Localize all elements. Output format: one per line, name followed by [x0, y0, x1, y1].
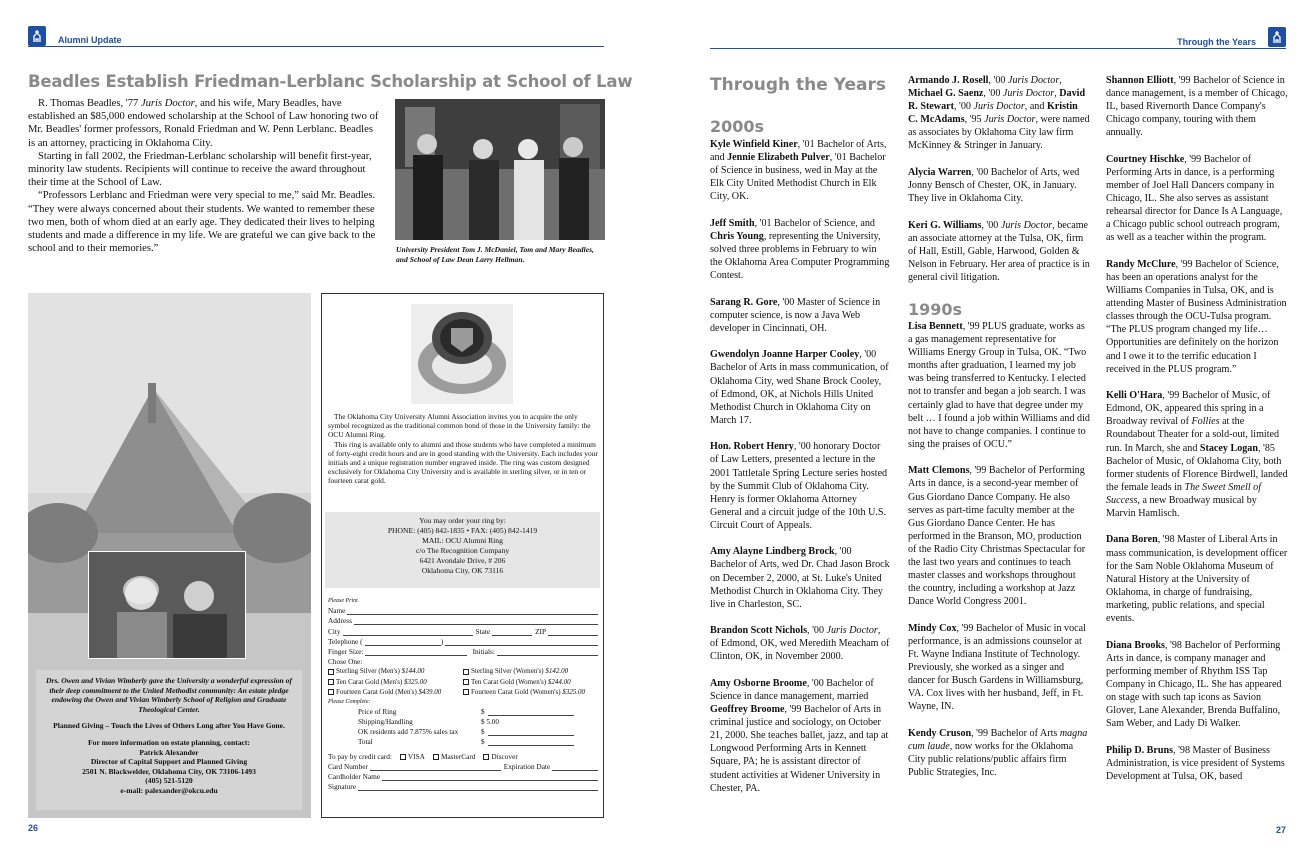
left-page-number: 26: [28, 823, 39, 833]
telephone-field[interactable]: Telephone ( ): [328, 636, 598, 646]
class-notes-column-1: [710, 138, 890, 808]
article-paragraph: Starting in fall 2002, the Friedman-Lerblanc scholarship will benefit first-year, minority law students. Recipients will continue to receive the award throughout their time at the School of Law.: [28, 150, 372, 189]
order-fields: [328, 598, 598, 791]
option-label: Ten Carat Gold (Men's): [336, 677, 403, 686]
ring-intro-text: This ring is available only to alumni and those students who have completed a minimum of forty-eight credit hours and are in good standing with the University. Each includes your initials and a unique registration number engraved inside. The ring was custom designed exclusively for Oklahoma City University and is available in sterling silver, or in ten or fourteen carat gold.: [328, 439, 598, 486]
pay-label: To pay by credit card:: [328, 751, 392, 761]
checkbox-icon[interactable]: [328, 669, 334, 675]
decade-heading-1990s: 1990s: [908, 300, 963, 319]
class-note-entry: Kendy Cruson, '99 Bachelor of Arts magna cum laude, now works for the Oklahoma City public relations/public affairs firm Public Strategies, Inc.: [908, 727, 1088, 779]
class-note-entry: Amy Alayne Lindberg Brock, '00 Bachelor of Arts, wed Dr. Chad Jason Brock on December 2, 2000, at St. Luke's United Methodist Church in Oklahoma City. They live in Charleston, SC.: [710, 546, 890, 610]
article-body: [28, 97, 382, 255]
article-paragraph: R. Thomas Beadles, '77 Juris Doctor, and his wife, Mary Beadles, have established an $85,000 endowed scholarship at the School of Law honoring two of Mr. Beadles' former professors, Ronald Friedman and W. Penn Lerblanc. Beadles is an attorney, practicing in Oklahoma City.: [28, 98, 379, 149]
totals-table: [328, 708, 598, 748]
ocu-logo-icon: [28, 26, 46, 46]
total-value: $: [481, 728, 485, 737]
option-price: $439.00: [418, 687, 442, 696]
payment-method: [328, 750, 598, 760]
mastercard-option[interactable]: [433, 752, 475, 761]
class-note-entry: Lisa Bennett, '99 PLUS graduate, works as a gas management representative for Williams Energy Group in Tulsa, OK. “Two months after graduation, I learned my job was being transferred to Kentucky. I elected not to transfer and began a job search. I was certainly glad to have that degree under my belt … I found a job within Williams and did not have to change companies. I continue to sing the praises of OCU.”: [908, 321, 1090, 450]
beadles-photo-caption: University President Tom J. McDaniel, Tom and Mary Beadles, and School of Law Dean Larry Hellman.: [396, 245, 594, 264]
class-note-entry: Kyle Winfield Kiner, '01 Bachelor of Arts, and Jennie Elizabeth Pulver, '01 Bachelor of Science in business, wed in May at the Elk City United Methodist Church in Elk City, OK.: [710, 139, 887, 203]
class-note-entry: Keri G. Williams, '00 Juris Doctor, became an associate attorney at the Tulsa, OK, firm of Hall, Estill, Gable, Harwood, Golden & Nelson in February. Her area of practice is in general civil litigation.: [908, 219, 1090, 283]
checkbox-icon[interactable]: [433, 754, 439, 760]
total-value: $ 5.00: [481, 718, 499, 727]
option-price: $325.00: [404, 677, 427, 686]
class-note-entry: Matt Clemons, '99 Bachelor of Performing Arts in dance, is a second-year member of Gus Giordano Dance Company. He also serves as part-time faculty member at the Gus Giordano Dance Center. He has performed in the Branson, MO, production of the Radio City Christmas Spectacular for the last two years and continues to teach master classes and workshops throughout the country, including a workshop at Jazz Dance World Congress 2001.: [908, 465, 1086, 608]
total-row[interactable]: [358, 738, 598, 748]
total-row[interactable]: [358, 728, 598, 738]
class-note-entry: Armando J. Rosell, '00 Juris Doctor, Michael G. Saenz, '00 Juris Doctor, David R. Stewart, '00 Juris Doctor, and Kristin C. McAdams, '95 Juris Doctor, were named as associates by Oklahoma City law firm McKinney & Stringer in January.: [908, 75, 1090, 152]
class-notes-column-2: [908, 74, 1090, 297]
class-note-entry: Shannon Elliott, '99 Bachelor of Science in dance management, is a member of Chicago, IL, based Rivernorth Dance Company's Chicago company, touring with them annually.: [1106, 75, 1288, 139]
class-note-entry: Sarang R. Gore, '00 Master of Science in computer science, is now a Java Web developer in Cincinnati, OH.: [710, 296, 881, 334]
contact-line: 2501 N. Blackwelder, Oklahoma City, OK 73106-1493: [82, 766, 256, 776]
option-price: $244.00: [547, 677, 571, 686]
ocu-logo-icon: [1268, 27, 1286, 47]
order-line: You may order your ring by:: [419, 516, 506, 525]
cardholder-field[interactable]: [328, 771, 598, 781]
order-line: MAIL: OCU Alumni Ring: [422, 536, 503, 545]
telephone-label: Telephone (: [328, 636, 363, 646]
option-price: $142.00: [545, 667, 569, 676]
order-line: PHONE: (405) 842-1835 • FAX: (405) 842-1419: [387, 526, 538, 535]
alumni-ring-photo: [411, 304, 513, 404]
order-line: c/o The Recognition Company: [415, 546, 510, 555]
card-number-field[interactable]: [328, 761, 598, 771]
signature-label: Signature: [328, 782, 356, 792]
initials-label: Initials:: [472, 646, 495, 656]
total-label: Total: [358, 738, 373, 747]
checkbox-icon[interactable]: [328, 689, 334, 695]
name-field[interactable]: [328, 605, 598, 615]
option-label: Sterling Silver (Men's): [336, 667, 400, 676]
class-notes-column-2b: [908, 320, 1090, 793]
checkbox-icon[interactable]: [400, 754, 406, 760]
contact-line: (405) 521-5120: [145, 776, 193, 786]
ring-intro: [328, 412, 599, 486]
left-header-rule: [28, 46, 604, 47]
ring-order-form: [321, 293, 604, 818]
state-label: State: [475, 626, 491, 636]
zip-label: ZIP: [535, 626, 547, 636]
ring-option[interactable]: [463, 677, 598, 687]
wimberly-photo: [88, 551, 246, 659]
checkbox-icon[interactable]: [463, 669, 469, 675]
total-label: OK residents add 7.875% sales tax: [358, 728, 459, 737]
order-line: 6421 Avondale Drive, # 206: [419, 556, 506, 565]
ring-option[interactable]: [328, 666, 463, 676]
city-state-zip-field[interactable]: [328, 625, 598, 635]
ring-intro-text: The Oklahoma City University Alumni Association invites you to acquire the only symbol recognized as the traditional common bond of those in the University family: the OCU Alumni Ring.: [328, 412, 591, 440]
signature-field[interactable]: [328, 781, 598, 791]
right-header-title: Through the Years: [1177, 37, 1256, 47]
option-label: Ten Carat Gold (Women's): [471, 677, 547, 686]
wimberly-caption-box: [36, 670, 302, 810]
address-field[interactable]: [328, 615, 598, 625]
checkbox-icon[interactable]: [463, 689, 469, 695]
order-line: Oklahoma City, OK 73116: [421, 566, 504, 575]
card-label: MasterCard: [440, 751, 476, 761]
class-note-entry: Dana Boren, '98 Master of Liberal Arts in mass communication, is development officer for the Sam Noble Oklahoma Museum of Natural History at the University of Oklahoma, in charge of fundraising, marketing, public relations, and special events.: [1106, 534, 1288, 625]
card-label: VISA: [407, 751, 425, 761]
contact-line: Director of Capital Support and Planned Giving: [90, 757, 248, 767]
class-note-entry: Brandon Scott Nichols, '00 Juris Doctor, of Edmond, OK, wed Meredith Meacham of Clinton, OK, in November 2000.: [710, 625, 890, 663]
class-note-entry: Kelli O'Hara, '99 Bachelor of Music, of Edmond, OK, appeared this spring in a Broadway revival of Follies at the Roundabout Theater for a sold-out, limited run. In March, she and Stacey Logan, '85 Bachelor of Music, of Oklahoma City, both former students of Florence Birdwell, landed the female leads in The Sweet Smell of Success, a new Broadway musical by Marvin Hamlisch.: [1106, 390, 1288, 519]
class-note-entry: Courtney Hischke, '99 Bachelor of Performing Arts in dance, is a performing member of Joel Hall Dancers company in Chicago, IL. She also serves as assistant rehearsal director for Dance Is A Language, a Chicago public school outreach program, as well as a teacher within the program.: [1106, 153, 1283, 244]
class-note-entry: Diana Brooks, '98 Bachelor of Performing Arts in dance, is company manager and performing member of Rhythm ISS Tap Company in Chicago, IL. She has appeared on stage with such tap icons as Savion Glover, Lane Alexander, Brenda Buffalino, Sam Weber, and Lady Di Walker.: [1106, 639, 1282, 730]
ring-options: [328, 666, 598, 697]
class-note-entry: Mindy Cox, '99 Bachelor of Music in vocal performance, is an admissions counselor at Ft. Wayne Indiana Institute of Technology. Previously, she worked as a singer and dancer for Busch Gardens in Williamsburg, VA. Cox lives with her husband, Jeff, in Ft. Wayne, IN.: [908, 622, 1086, 713]
article-headline: Beadles Establish Friedman-Lerblanc Scholarship at School of Law: [28, 72, 633, 91]
option-label: Sterling Silver (Women's): [471, 667, 544, 676]
card-label: Discover: [491, 751, 518, 761]
address-label: Address: [328, 616, 352, 626]
option-price: $325.00: [562, 687, 586, 696]
ring-option[interactable]: [328, 677, 463, 687]
name-label: Name: [328, 606, 346, 616]
checkbox-icon[interactable]: [483, 754, 489, 760]
ring-option[interactable]: [328, 687, 463, 697]
contact-line: Patrick Alexander: [139, 747, 199, 757]
total-row[interactable]: [358, 708, 598, 718]
total-label: Price of Ring: [358, 708, 397, 717]
please-complete-label: Please Complete:: [328, 699, 371, 706]
expiration-label: Expiration Date: [503, 761, 551, 771]
contact-line: For more information on estate planning, contact:: [88, 737, 250, 747]
class-note-entry: Amy Osborne Broome, '00 Bachelor of Science in dance management, married Geoffrey Broome, '99 Bachelor of Arts in criminal justice and sociology, on October 21, 2000. She teaches ballet, jazz, and tap at Longwood Performing Arts in Kennett Square, PA; he is assistant director of student activities at Widener University in Chester, PA.: [710, 677, 889, 794]
checkbox-icon[interactable]: [463, 679, 469, 685]
left-header-title: Alumni Update: [58, 35, 122, 45]
class-note-entry: Gwendolyn Joanne Harper Cooley, '00 Bachelor of Arts in mass communication, of Oklahoma City, wed Shane Brock Cooley, of Edmond, OK, at Nichols Hills United Methodist Church in Oklahoma City on March 17.: [710, 349, 889, 426]
option-label: Fourteen Carat Gold (Women's): [471, 687, 561, 696]
checkbox-icon[interactable]: [328, 679, 334, 685]
option-price: $144.00: [401, 667, 425, 676]
estate-contact: [44, 738, 294, 796]
right-header-rule: [710, 48, 1286, 49]
card-number-label: Card Number: [328, 761, 368, 771]
please-print-label: Please Print: [328, 598, 358, 604]
ring-option[interactable]: [463, 666, 598, 676]
decade-heading-2000s: 2000s: [710, 117, 765, 136]
beadles-photo: [395, 99, 605, 240]
chose-one-label: Chose One:: [328, 657, 363, 667]
city-label: City: [328, 626, 341, 636]
class-notes-column-3: [1106, 74, 1288, 796]
finger-size-label: Finger Size:: [328, 646, 364, 656]
planned-giving-tagline: Planned Giving – Touch the Lives of Others Long after You Have Gone.: [53, 721, 285, 731]
class-note-entry: Jeff Smith, '01 Bachelor of Science, and Chris Young, representing the University, solved three problems in February to win the Oklahoma Area Computer Programming Contest.: [710, 217, 890, 282]
ring-option[interactable]: [463, 687, 598, 697]
finger-initials-field[interactable]: [328, 646, 598, 656]
class-note-entry: Hon. Robert Henry, '00 honorary Doctor of Law Letters, presented a lecture in the 2001 Tattletale Spring Lecture series hosted by the Summit Club of Oklahoma City. Henry is former Oklahoma Attorney General and a circuit judge of the 10th U.S. Circuit Court of Appeals.: [710, 441, 888, 531]
total-row: [358, 718, 598, 728]
total-label: Shipping/Handling: [358, 718, 413, 727]
contact-email[interactable]: e-mail: palexander@okcu.edu: [120, 785, 218, 795]
section-page-title: Through the Years: [710, 75, 886, 95]
class-note-entry: Randy McClure, '99 Bachelor of Science, has been an operations analyst for the Williams Companies in Tulsa, OK, and is attending Master of Business Administration classes through the OCU-Tulsa program. “The PLUS program changed my life… Opportunities are definitely on the horizon and I owe it to the terrific education I received in the PLUS program.”: [1106, 258, 1287, 375]
right-page-number: 27: [1275, 825, 1286, 835]
discover-option[interactable]: [483, 752, 517, 761]
total-value: $: [481, 738, 485, 747]
option-label: Fourteen Carat Gold (Men's): [336, 687, 417, 696]
class-note-entry: Philip D. Bruns, '98 Master of Business Administration, is vice president of Systems Development at Tulsa, OK, based: [1106, 744, 1285, 782]
class-note-entry: Alycia Warren, '00 Bachelor of Arts, wed Jonny Bensch of Chester, OK, in January. They live in Oklahoma City.: [908, 166, 1080, 205]
total-value: $: [481, 708, 485, 717]
visa-option[interactable]: [400, 752, 425, 761]
article-paragraph: “Professors Lerblanc and Friedman were very special to me,” said Mr. Beadles. “They were always concerned about their students. We wanted to remember these two men, both of whom died at an early age. They dedicated their lives to helping students and made a difference in my life. We are grateful we can give back to the school and to their memories.”: [28, 190, 376, 255]
cardholder-label: Cardholder Name: [328, 771, 381, 781]
order-instructions: [325, 512, 600, 588]
wimberly-caption: Drs. Owen and Vivian Wimberly gave the University a wonderful expression of their deep commitment to the United Methodist community: An estate pledge endowing the Owen and Vivian Wimberly School of Religion and Graduate Theological Center.: [46, 676, 292, 714]
